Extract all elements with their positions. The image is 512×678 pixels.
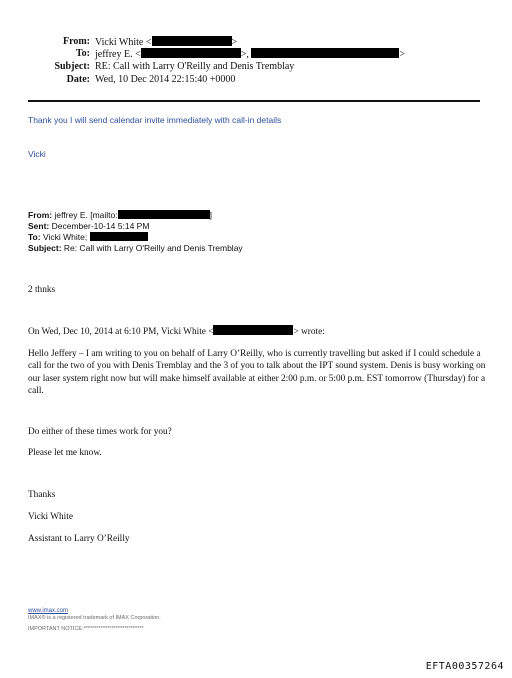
quoted-to-line [28, 232, 148, 242]
jeffrey-reply: 2 thnks [28, 285, 56, 295]
quote-paragraph-1: Hello Jeffery – I am writing to you on behalf of Larry O’Reilly, who is currently travelling but asked if I could schedule a call for the two of you with Denis Tremblay and the 3 of you to talk about the IPT sound system. Denis is busy working on our laser system right now but will make himself available at either 2:00 p.m. or 5:00 p.m. EST tomorrow (Thursday) for a call. [28, 349, 486, 396]
imax-link[interactable]: www.imax.com [28, 608, 69, 614]
subject-value: RE: Call with Larry O'Reilly and Denis Tremblay [95, 61, 295, 72]
quote-title: Assistant to Larry O’Reilly [28, 534, 130, 544]
subject-label: Subject: [54, 61, 90, 72]
quote-name: Vicki White [28, 512, 73, 522]
to-label: To: [75, 48, 90, 59]
quoted-subject-label: Subject: [28, 243, 62, 253]
quoted-sent-label: Sent: [28, 221, 50, 231]
quote-intro-suffix: > wrote: [293, 327, 325, 337]
quoted-from-close: ] [209, 210, 212, 220]
quoted-from-label: From: [28, 210, 53, 220]
redaction-box [118, 210, 210, 219]
quote-intro-text: On Wed, Dec 10, 2014 at 6:10 PM, Vicki White < [28, 327, 214, 337]
quoted-subject-value: Re: Call with Larry O'Reilly and Denis Tremblay [63, 243, 243, 253]
reply-signature: Vicki [28, 149, 46, 159]
from-value [95, 36, 237, 48]
quoted-to-value: Vicki White; [42, 232, 88, 242]
redaction-box [251, 48, 399, 58]
redaction-box [213, 325, 293, 335]
from-label: From: [62, 36, 90, 47]
quote-intro [28, 325, 325, 338]
date-label: Date: [66, 74, 90, 85]
quoted-subject-line [28, 243, 243, 253]
quoted-sent-line [28, 221, 149, 231]
quoted-from-line [28, 210, 212, 220]
reply-text: Thank you I will send calendar invite immediately with call-in details [28, 115, 282, 125]
document-id: EFTA00357264 [425, 661, 504, 672]
to-close-bracket: > [399, 49, 405, 60]
quote-closing: Thanks [28, 490, 56, 500]
to-recipient-text: jeffrey E. < [95, 49, 141, 60]
from-close-bracket: > [231, 37, 238, 48]
quoted-sent-value: December-10-14 5:14 PM [51, 221, 150, 231]
quoted-from-value: jeffrey E. [mailto: [54, 210, 118, 220]
quote-paragraph-2: Do either of these times work for you? [28, 427, 172, 437]
redaction-box [141, 48, 241, 58]
quoted-to-label: To: [28, 232, 41, 242]
footer-link-line [28, 608, 68, 614]
quote-paragraph-3: Please let me know. [28, 448, 102, 458]
to-separator: >, [240, 49, 249, 60]
from-sender-text: Vicki White < [95, 37, 152, 48]
date-value: Wed, 10 Dec 2014 22:15:40 +0000 [95, 74, 236, 85]
redaction-box [152, 36, 232, 46]
header-divider [28, 100, 480, 102]
footer-trademark: IMAX® is a registered trademark of IMAX Corporation. [28, 615, 161, 621]
redaction-box [90, 232, 148, 241]
to-value [95, 48, 405, 60]
footer-notice: IMPORTANT NOTICE:**************************** [28, 626, 144, 632]
